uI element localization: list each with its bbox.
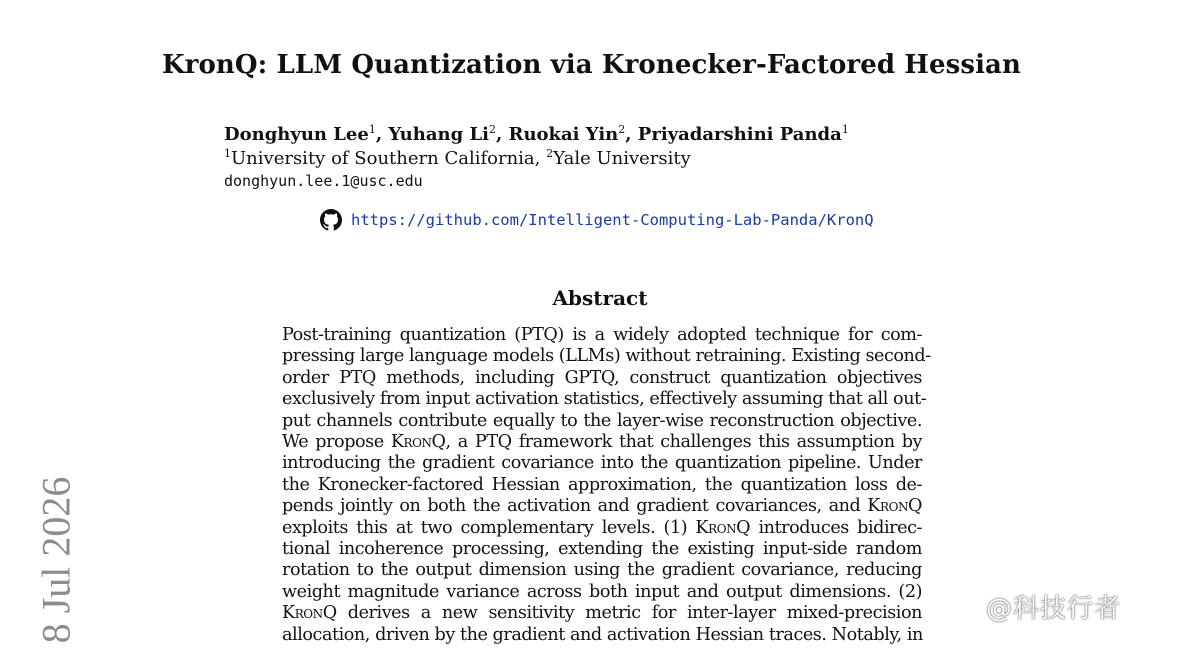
affiliation-mark: 1 [224, 147, 231, 160]
abstract-line: Post-training quantization (PTQ) is a widely adopted technique for com- [282, 325, 922, 345]
abstract-line: put channels contribute equally to the layer-wise reconstruction objective. [282, 410, 922, 431]
abstract-line: pends jointly on both the activation and gradient covariances, and KronQ [282, 496, 922, 517]
method-name: KronQ [282, 603, 337, 624]
author-affiliation-mark: 1 [368, 123, 376, 136]
abstract-line: pressing large language models (LLMs) without retraining. Existing second- [282, 346, 931, 367]
method-name: KronQ [390, 432, 446, 453]
abstract-heading: Abstract [552, 286, 648, 310]
repo-link[interactable]: https://github.com/Intelligent-Computing-Lab-Panda/KronQ [351, 211, 874, 229]
affiliation-mark: 2 [546, 147, 554, 160]
github-icon [320, 209, 342, 231]
abstract-line: exploits this at two complementary levels. (1) KronQ introduces bidirec- [282, 517, 922, 538]
author-name: Donghyun Lee [224, 124, 369, 145]
paper-title: KronQ: LLM Quantization via Kronecker-Factored Hessian [161, 50, 1021, 80]
watermark: @科技行者 [986, 594, 1122, 624]
abstract-line: exclusively from input activation statistics, effectively assuming that all out- [282, 389, 927, 410]
abstract-line: tional incoherence processing, extending the existing input-side random [282, 539, 922, 560]
contact-email[interactable]: donghyun.lee.1@usc.edu [224, 172, 423, 190]
abstract-line: We propose KronQ, a PTQ framework that challenges this assumption by [282, 432, 923, 453]
affiliation-name: Yale University [553, 148, 691, 169]
method-name: KronQ [695, 517, 751, 538]
author-name: Yuhang Li [388, 124, 489, 145]
author-affiliation-mark: 2 [618, 123, 626, 136]
author-affiliation-mark: 1 [841, 123, 849, 136]
abstract-line: weight magnitude variance across both input and output dimensions. (2) [282, 581, 922, 602]
method-name: KronQ [867, 496, 922, 517]
affiliation-name: University of Southern California, [231, 148, 541, 169]
abstract-line: introducing the gradient covariance into the quantization pipeline. Under [282, 453, 922, 474]
author-name: Ruokai Yin [508, 124, 619, 145]
arxiv-side-date: 8 Jul 2026 [33, 476, 79, 644]
author-list: Donghyun Lee$^1$, Yuhang Li$^2$, Ruokai Yin$^2$, Priyadarshini Panda$^1$ [224, 123, 849, 145]
abstract-line: order PTQ methods, including GPTQ, construct quantization objectives [282, 367, 922, 388]
abstract-line: rotation to the output dimension using the gradient covariance, reducing [282, 560, 922, 581]
code-repository [320, 209, 874, 231]
author-name: Priyadarshini Panda [637, 124, 842, 145]
abstract-line: KronQ derives a new sensitivity metric for inter-layer mixed-precision [282, 603, 922, 624]
abstract-body [282, 325, 931, 646]
abstract-line: allocation, driven by the gradient and activation Hessian traces. Notably, in [282, 624, 923, 645]
affiliation-list [224, 148, 691, 169]
author-affiliation-mark: 2 [488, 123, 496, 136]
abstract-line: the Kronecker-factored Hessian approximation, the quantization loss de- [282, 474, 922, 495]
